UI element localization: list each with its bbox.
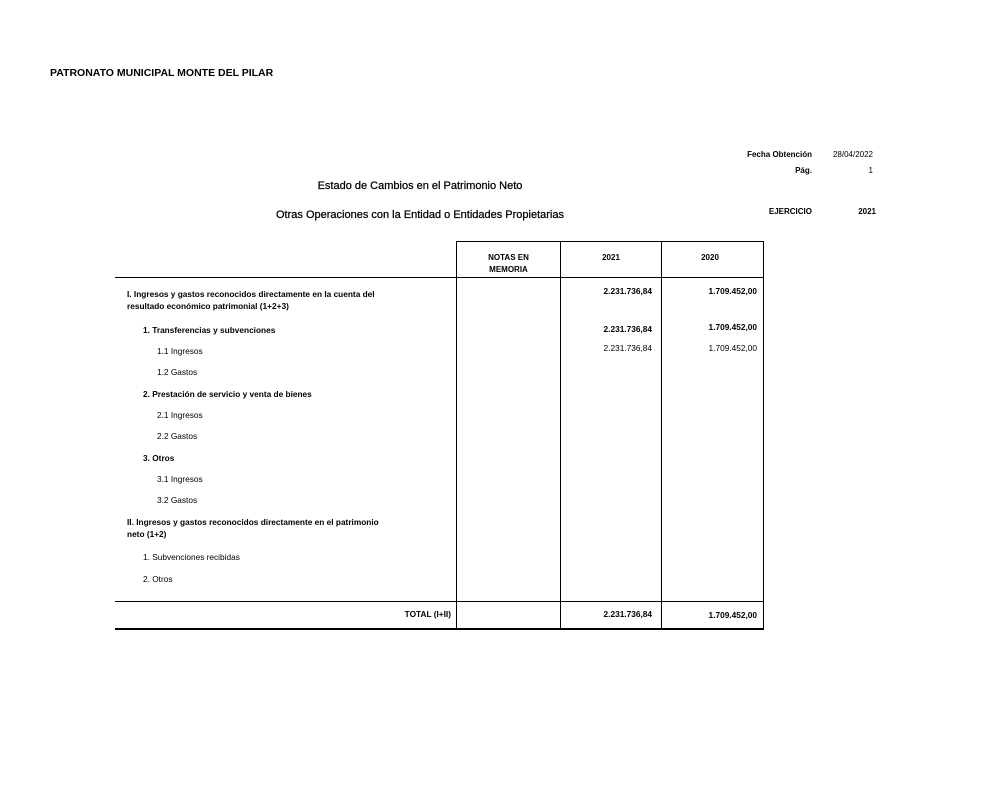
report-subtitle: Otras Operaciones con la Entidad o Entidades Propietarias — [276, 209, 564, 221]
row-transferencias-2021: 2.231.736,84 — [603, 324, 652, 334]
ejercicio-label: EJERCICIO — [768, 207, 812, 216]
total-2021: 2.231.736,84 — [603, 609, 652, 619]
page-label: Pág. — [795, 166, 812, 175]
page-number: 1 — [868, 166, 873, 175]
col-header-2021: 2021 — [602, 253, 620, 262]
total-separator — [115, 601, 764, 602]
row-prestacion-servicio: 2. Prestación de servicio y venta de bienes — [143, 389, 312, 399]
fecha-obtencion-value: 28/04/2022 — [832, 150, 873, 159]
row-gastos-3-2: 3.2 Gastos — [157, 495, 198, 505]
row-transferencias: 1. Transferencias y subvenciones — [143, 325, 276, 335]
row-subvenciones-recibidas: 1. Subvenciones recibidas — [143, 552, 240, 562]
row-ingresos-1-1-2020: 1.709.452,00 — [708, 343, 757, 353]
row-otros-ii-2: 2. Otros — [143, 574, 173, 584]
row-otros-3: 3. Otros — [143, 453, 175, 463]
row-section-i: I. Ingresos y gastos reconocidos directamente en la cuenta del resultado económico patrimonial (1+2+3) — [127, 289, 375, 311]
row-gastos-1-2: 1.2 Gastos — [157, 367, 198, 377]
total-label: TOTAL (I+II) — [404, 609, 451, 619]
header-separator — [115, 277, 764, 278]
col-header-notas: NOTAS EN MEMORIA — [488, 253, 529, 274]
table-right-border — [763, 241, 764, 630]
table-top-border — [456, 241, 764, 242]
col-divider-notas — [456, 241, 457, 630]
col-header-2020: 2020 — [701, 253, 719, 262]
col-divider-2020 — [661, 241, 662, 630]
report-title: Estado de Cambios en el Patrimonio Neto — [317, 180, 523, 192]
total-2020: 1.709.452,00 — [708, 610, 757, 620]
table-bottom-border — [115, 628, 764, 630]
row-ingresos-2-1: 2.1 Ingresos — [157, 410, 203, 420]
col-divider-2021 — [560, 241, 561, 630]
row-section-i-2020: 1.709.452,00 — [708, 286, 757, 296]
ejercicio-value: 2021 — [858, 207, 876, 216]
fecha-obtencion-label: Fecha Obtención — [747, 150, 812, 159]
row-section-i-2021: 2.231.736,84 — [603, 286, 652, 296]
row-transferencias-2020: 1.709.452,00 — [708, 322, 757, 332]
row-ingresos-1-1-2021: 2.231.736,84 — [603, 343, 652, 353]
row-ingresos-1-1: 1.1 Ingresos — [157, 346, 203, 356]
row-gastos-2-2: 2.2 Gastos — [157, 431, 198, 441]
row-section-ii: II. Ingresos y gastos reconocidos directamente en el patrimonio neto (1+2) — [127, 517, 379, 539]
organization-name: PATRONATO MUNICIPAL MONTE DEL PILAR — [50, 67, 274, 79]
row-ingresos-3-1: 3.1 Ingresos — [157, 474, 203, 484]
